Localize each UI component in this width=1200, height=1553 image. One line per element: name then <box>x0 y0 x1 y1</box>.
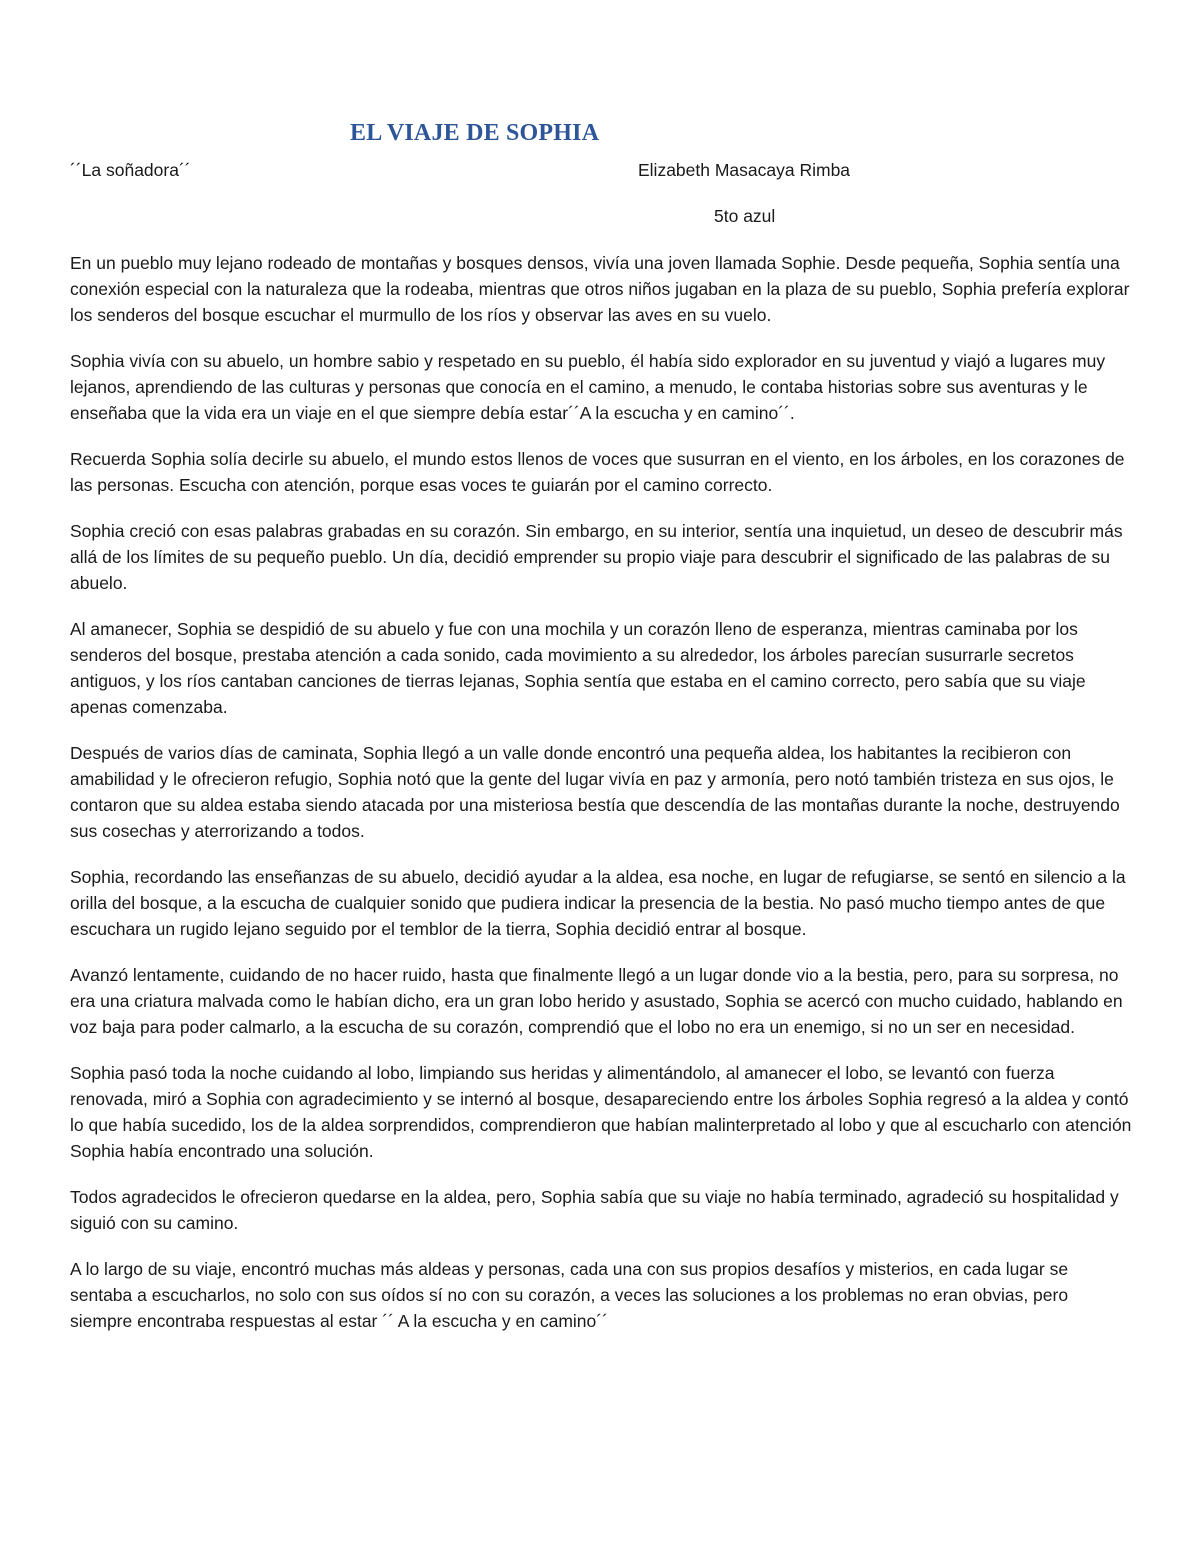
grade-label: 5to azul <box>714 206 776 226</box>
story-paragraph: Sophia creció con esas palabras grabadas en su corazón. Sin embargo, en su interior, sentía una inquietud, un deseo de descubrir más allá de los límites de su pequeño pueblo. Un día, decidió emprender su propio viaje para descubrir el significado de las palabras de su abuelo. <box>70 521 1123 593</box>
story-paragraph: Avanzó lentamente, cuidando de no hacer ruido, hasta que finalmente llegó a un lugar donde vio a la bestia, pero, para su sorpresa, no era una criatura malvada como le habían dicho, era un gran lobo herido y asustado, Sophia se acercó con mucho cuidado, hablando en voz baja para poder calmarlo, a la escucha de su corazón, comprendió que el lobo no era un enemigo, si no un ser en necesidad. <box>70 965 1123 1037</box>
story-paragraph: Después de varios días de caminata, Sophia llegó a un valle donde encontró una pequeña aldea, los habitantes la recibieron con amabilidad y le ofrecieron refugio, Sophia notó que la gente del lugar vivía en paz y armonía, pero notó también tristeza en sus ojos, le contaron que su aldea estaba siendo atacada por una misteriosa bestía que descendía de las montañas durante la noche, destruyendo sus cosechas y aterrorizando a todos. <box>70 743 1120 841</box>
story-body <box>70 250 1132 1354</box>
author-name: Elizabeth Masacaya Rimba <box>638 160 851 180</box>
document-subtitle: ´´La soñadora´´ <box>70 160 191 180</box>
story-paragraph: Sophia pasó toda la noche cuidando al lobo, limpiando sus heridas y alimentándolo, al amanecer el lobo, se levantó con fuerza renovada, miró a Sophia con agradecimiento y se internó al bosque, desapareciendo entre los árboles Sophia regresó a la aldea y contó lo que había sucedido, los de la aldea sorprendidos, comprendieron que habían malinterpretado al lobo y que al escucharlo con atención Sophia había encontrado una solución. <box>70 1063 1132 1161</box>
story-paragraph: Recuerda Sophia solía decirle su abuelo, el mundo estos llenos de voces que susurran en el viento, en los árboles, en los corazones de las personas. Escucha con atención, porque esas voces te guiarán por el camino correcto. <box>70 449 1125 495</box>
story-paragraph: A lo largo de su viaje, encontró muchas más aldeas y personas, cada una con sus propios desafíos y misterios, en cada lugar se sentaba a escucharlos, no solo con sus oídos sí no con su corazón, a veces las soluciones a los problemas no eran obvias, pero siempre encontraba respuestas al estar ´´ A la escucha y en camino´´ <box>70 1259 1069 1331</box>
story-paragraph: Sophia, recordando las enseñanzas de su abuelo, decidió ayudar a la aldea, esa noche, en lugar de refugiarse, se sentó en silencio a la orilla del bosque, a la escucha de cualquier sonido que pudiera indicar la presencia de la bestia. No pasó mucho tiempo antes de que escuchara un rugido lejano seguido por el temblor de la tierra, Sophia decidió entrar al bosque. <box>70 867 1126 939</box>
story-paragraph: Al amanecer, Sophia se despidió de su abuelo y fue con una mochila y un corazón lleno de esperanza, mientras caminaba por los senderos del bosque, prestaba atención a cada sonido, cada movimiento a su alrededor, los árboles parecían susurrarle secretos antiguos, y los ríos cantaban canciones de tierras lejanas, Sophia sentía que estaba en el camino correcto, pero sabía que su viaje apenas comenzaba. <box>70 619 1086 717</box>
story-paragraph: Sophia vivía con su abuelo, un hombre sabio y respetado en su pueblo, él había sido explorador en su juventud y viajó a lugares muy lejanos, aprendiendo de las culturas y personas que conocía en el camino, a menudo, le contaba historias sobre sus aventuras y le enseñaba que la vida era un viaje en el que siempre debía estar´´A la escucha y en camino´´. <box>70 351 1106 423</box>
story-paragraph: En un pueblo muy lejano rodeado de montañas y bosques densos, vivía una joven llamada Sophie. Desde pequeña, Sophia sentía una conexión especial con la naturaleza que la rodeaba, mientras que otros niños jugaban en la plaza de su pueblo, Sophia prefería explorar los senderos del bosque escuchar el murmullo de los ríos y observar las aves en su vuelo. <box>70 253 1130 325</box>
story-paragraph: Todos agradecidos le ofrecieron quedarse en la aldea, pero, Sophia sabía que su viaje no había terminado, agradeció su hospitalidad y siguió con su camino. <box>70 1187 1119 1233</box>
document-title: EL VIAJE DE SOPHIA <box>350 120 600 146</box>
